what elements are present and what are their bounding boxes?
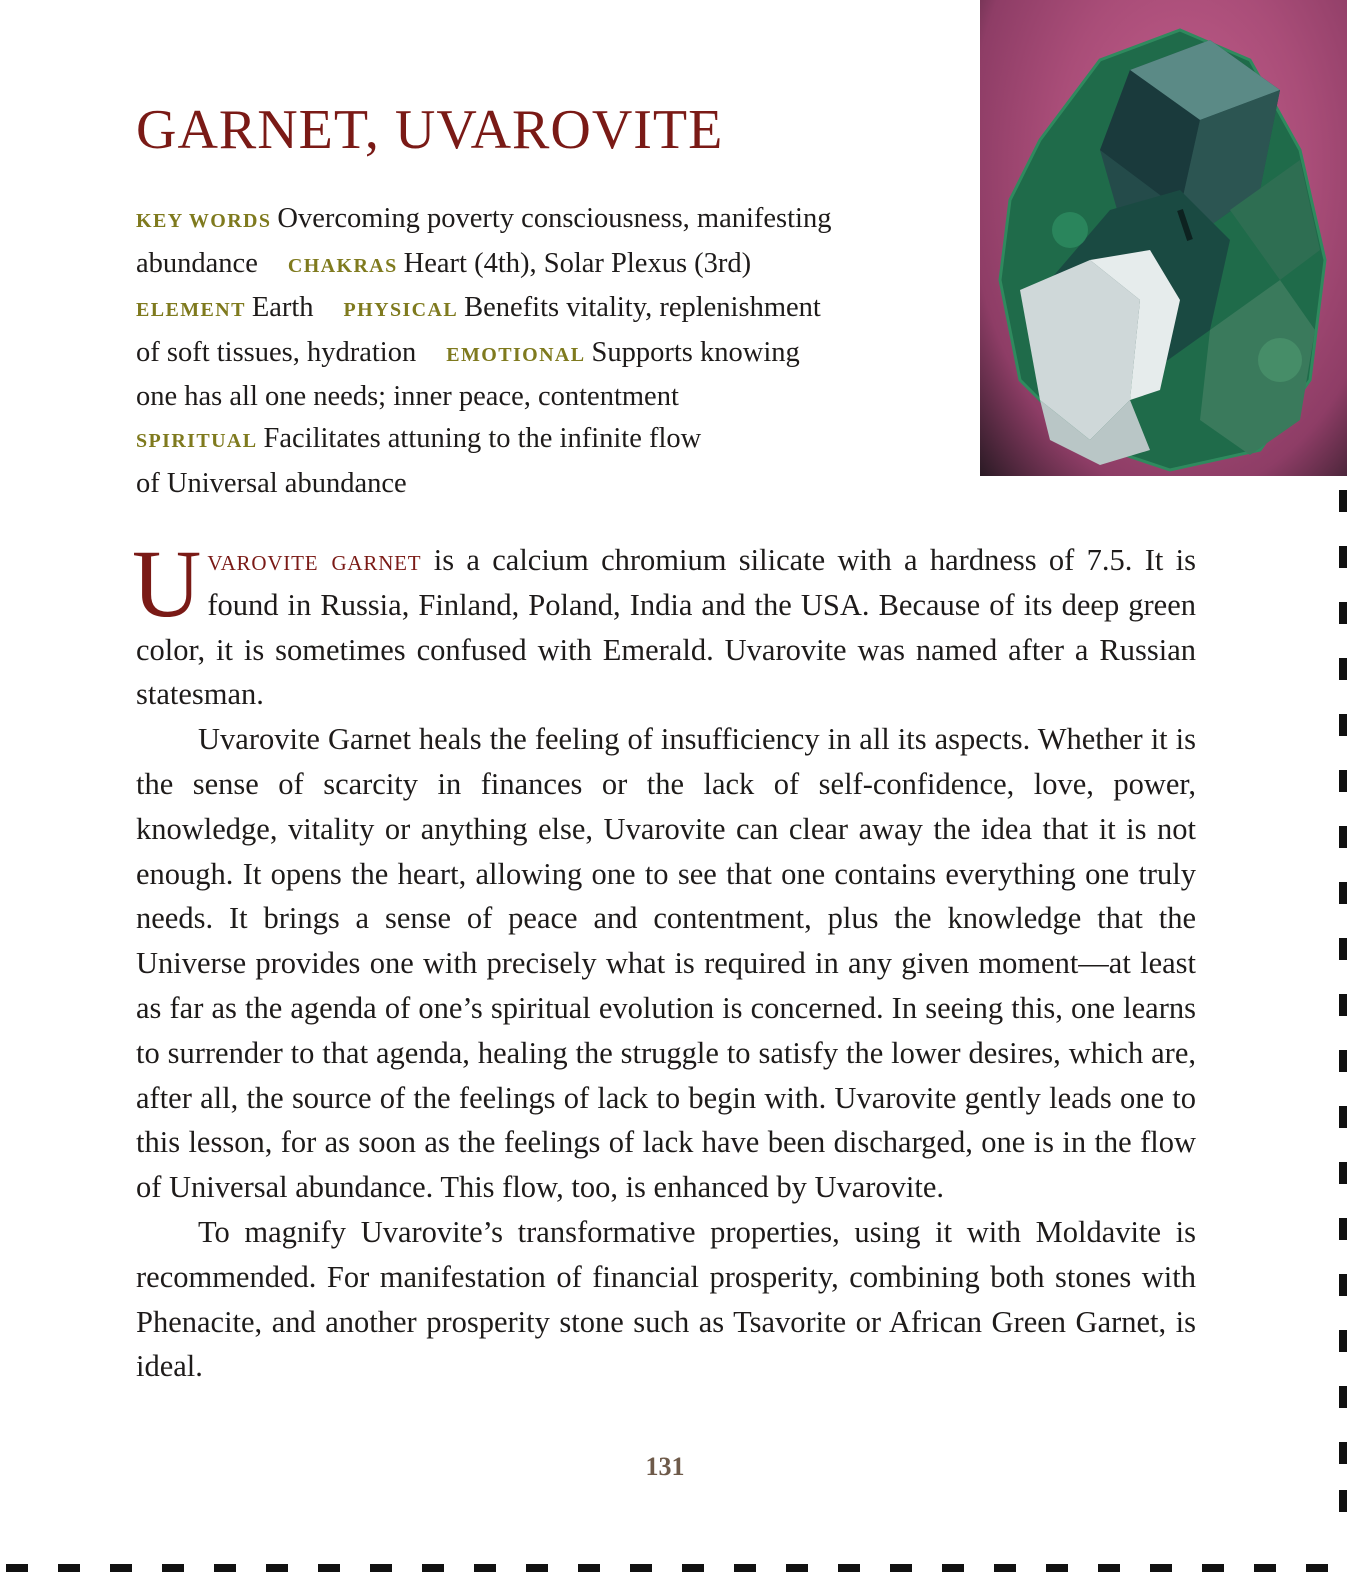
spiritual-value-cont: of Universal abundance (136, 467, 407, 499)
property-line (136, 243, 936, 288)
emotional-label: EMOTIONAL (446, 343, 586, 366)
emotional-value-cont: one has all one needs; inner peace, contentment (136, 381, 679, 413)
element-value: Earth (251, 292, 314, 324)
paragraph-1 (132, 530, 1196, 717)
chakras-value: Heart (4th), Solar Plexus (3rd) (403, 247, 752, 279)
paragraph-1-text: is a calcium chromium silicate with a hardness of 7.5. It is found in Russia, Finland, Poland, India and the USA. Because of its deep green color, it is sometimes confused with Emerald. Uvarovite was named after a Russian statesman. (136, 543, 1196, 712)
chakras-label: CHAKRAS (287, 254, 398, 277)
property-line (136, 418, 936, 463)
key-words-value: Overcoming poverty consciousness, manifesting (277, 203, 832, 234)
page-number: 131 (645, 1452, 685, 1481)
physical-value: Benefits vitality, replenishment (464, 292, 821, 324)
lead-in: varovite garnet (207, 543, 422, 577)
property-line (136, 287, 936, 332)
emotional-value: Supports knowing (591, 336, 800, 368)
key-words-label: KEY WORDS (136, 210, 272, 232)
crystal-illustration (980, 0, 1347, 476)
property-line (136, 332, 936, 377)
paragraph-3: To magnify Uvarovite’s transformative properties, using it with Moldavite is recommended. For manifestation of financial prosperity, combining both stones with Phenacite, and another prosperity stone such as Tsavorite or African Green Garnet, is ideal. (136, 1214, 1196, 1384)
element-label: ELEMENT (136, 299, 246, 322)
paragraph-2: Uvarovite Garnet heals the feeling of insufficiency in all its aspects. Whether it is the sense of scarcity in finances or the lack of self-confidence, love, power, knowledge, vitality or anything else, Uvarovite can clear away the idea that it is not enough. It opens the heart, allowing one to see that one contains everything one truly needs. It brings a sense of peace and contentment, plus the knowledge that the Universe provides one with precisely what is required in any given moment—at least as far as the agenda of one’s spiritual evolution is concerned. In seeing this, one learns to surrender to that agenda, healing the struggle to satisfy the lower desires, which are, after all, the source of the feelings of lack to begin with. Uvarovite gently leads one to this lesson, for as soon as the feelings of lack have been discharged, one is in the flow of Universal abundance. This flow, too, is enhanced by Uvarovite. (136, 722, 1196, 1205)
registration-marks-bottom (0, 1560, 1347, 1572)
page-title: GARNET, UVAROVITE (136, 99, 724, 161)
registration-marks-right (1337, 480, 1347, 1520)
property-line (136, 198, 936, 243)
uvarovite-crystal-photo (980, 0, 1347, 476)
article-body (132, 530, 1196, 1389)
property-line (136, 463, 936, 505)
properties-block (136, 198, 936, 504)
key-words-value-cont: abundance (136, 247, 258, 279)
spiritual-value: Facilitates attuning to the infinite flow (263, 422, 702, 454)
property-line (136, 376, 936, 418)
drop-cap: U (132, 530, 202, 637)
physical-value-cont: of soft tissues, hydration (136, 336, 417, 368)
spiritual-label: SPIRITUAL (136, 429, 258, 452)
physical-label: PHYSICAL (343, 299, 459, 322)
